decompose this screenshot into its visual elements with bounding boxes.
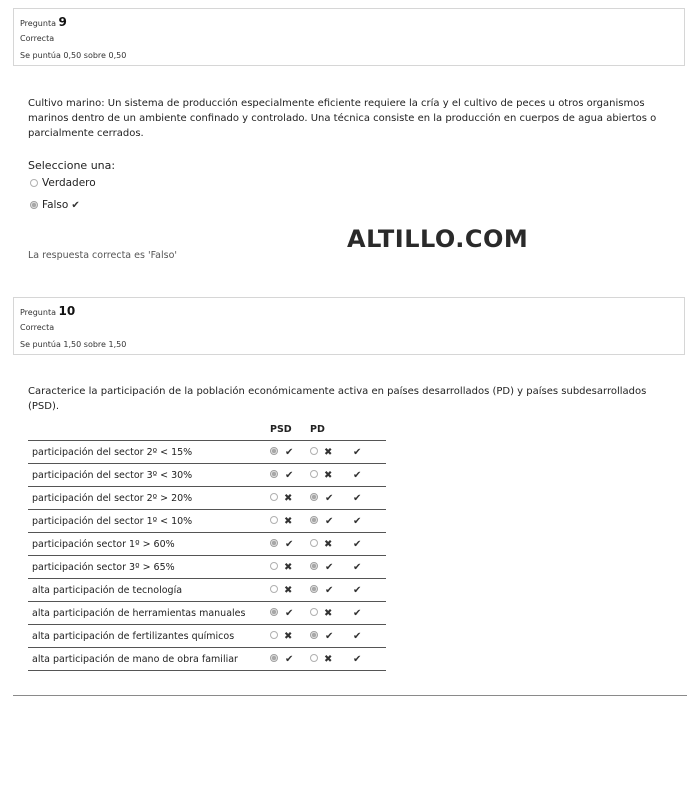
question-label: Pregunta (20, 308, 56, 317)
cell-psd[interactable] (264, 625, 304, 648)
radio-button-checked[interactable] (310, 631, 318, 639)
check-icon: ✔ (353, 492, 362, 504)
watermark: ALTILLO.COM (347, 225, 529, 253)
row-label: participación sector 3º > 65% (28, 556, 264, 579)
radio-button-checked[interactable] (270, 608, 278, 616)
radio-button[interactable] (270, 631, 278, 639)
table-row (28, 556, 386, 579)
cross-icon: ✖ (324, 607, 333, 619)
check-icon: ✔ (325, 515, 334, 527)
radio-button-checked[interactable] (270, 654, 278, 662)
cross-icon: ✖ (284, 584, 293, 596)
cell-pd[interactable] (304, 510, 344, 533)
bottom-divider (13, 695, 687, 696)
cell-psd[interactable] (264, 602, 304, 625)
radio-button-checked[interactable] (310, 493, 318, 501)
cell-pd[interactable] (304, 464, 344, 487)
table-row (28, 464, 386, 487)
question-grade: Se puntúa 0,50 sobre 0,50 (20, 51, 127, 60)
row-label: participación del sector 2º > 20% (28, 487, 264, 510)
cell-psd[interactable] (264, 556, 304, 579)
cross-icon: ✖ (284, 630, 293, 642)
row-feedback (344, 579, 386, 602)
table-row (28, 625, 386, 648)
table-row (28, 533, 386, 556)
check-icon: ✔ (353, 607, 362, 619)
cell-psd[interactable] (264, 487, 304, 510)
row-feedback (344, 533, 386, 556)
radio-button[interactable] (310, 608, 318, 616)
check-icon: ✔ (285, 538, 294, 550)
question-9-text: Cultivo marino: Un sistema de producción especialmente eficiente requiere la cría y el cultivo de peces u otros organismos marinos dentro de un ambiente confinado y controlado. Una técnica consiste en la producción en cuerpos de agua abiertos o parcialmente cerrados. (28, 98, 657, 139)
radio-button-checked[interactable] (30, 201, 38, 209)
row-label: alta participación de herramientas manuales (28, 602, 264, 625)
row-feedback (344, 487, 386, 510)
check-icon: ✔ (285, 653, 294, 665)
cell-psd[interactable] (264, 648, 304, 671)
cell-psd[interactable] (264, 510, 304, 533)
check-icon: ✔ (353, 469, 362, 481)
cell-psd[interactable] (264, 533, 304, 556)
table-row (28, 510, 386, 533)
radio-button-checked[interactable] (310, 585, 318, 593)
cross-icon: ✖ (324, 538, 333, 550)
check-icon: ✔ (285, 469, 294, 481)
cell-pd[interactable] (304, 441, 344, 464)
radio-button-checked[interactable] (310, 562, 318, 570)
check-icon: ✔ (353, 584, 362, 596)
question-state: Correcta (20, 34, 55, 43)
radio-button[interactable] (310, 654, 318, 662)
cell-pd[interactable] (304, 487, 344, 510)
row-label: participación del sector 2º < 15% (28, 441, 264, 464)
question-number (20, 304, 75, 318)
option-label: Falso (42, 199, 69, 211)
check-icon: ✔ (325, 630, 334, 642)
radio-button[interactable] (270, 493, 278, 501)
question-9-info (13, 8, 685, 66)
check-icon: ✔ (353, 630, 362, 642)
cross-icon: ✖ (284, 561, 293, 573)
table-row (28, 441, 386, 464)
cross-icon: ✖ (284, 515, 293, 527)
radio-button-checked[interactable] (270, 470, 278, 478)
check-icon: ✔ (325, 492, 334, 504)
row-feedback (344, 602, 386, 625)
radio-button[interactable] (310, 470, 318, 478)
check-icon: ✔ (353, 653, 362, 665)
row-label: alta participación de tecnología (28, 579, 264, 602)
row-feedback (344, 441, 386, 464)
radio-button[interactable] (310, 539, 318, 547)
cross-icon: ✖ (284, 492, 293, 504)
check-icon: ✔ (285, 607, 294, 619)
cell-pd[interactable] (304, 625, 344, 648)
question-state: Correcta (20, 323, 55, 332)
cell-pd[interactable] (304, 648, 344, 671)
table-row (28, 648, 386, 671)
option-label: Verdadero (42, 177, 96, 189)
row-label: participación del sector 1º < 10% (28, 510, 264, 533)
row-feedback (344, 464, 386, 487)
cell-pd[interactable] (304, 579, 344, 602)
radio-button-checked[interactable] (270, 447, 278, 455)
header-feedback (344, 423, 386, 441)
check-icon: ✔ (285, 446, 294, 458)
matching-table (28, 423, 386, 671)
question-number-value: 9 (58, 15, 67, 29)
question-10-text: Caracterice la participación de la población económicamente activa en países desarrollados (PD) y países subdesarrollados (PSD). (28, 386, 647, 412)
table-row (28, 579, 386, 602)
cell-pd[interactable] (304, 533, 344, 556)
option-falso[interactable] (30, 199, 80, 211)
radio-button[interactable] (270, 562, 278, 570)
row-feedback (344, 625, 386, 648)
row-label: participación del sector 3º < 30% (28, 464, 264, 487)
question-grade: Se puntúa 1,50 sobre 1,50 (20, 340, 127, 349)
cross-icon: ✖ (324, 469, 333, 481)
table-header-row (28, 423, 386, 441)
cross-icon: ✖ (324, 446, 333, 458)
row-feedback (344, 556, 386, 579)
question-10-info (13, 297, 685, 355)
cell-pd[interactable] (304, 556, 344, 579)
question-number (20, 15, 67, 29)
cross-icon: ✖ (324, 653, 333, 665)
check-icon: ✔ (353, 515, 362, 527)
table-row (28, 487, 386, 510)
radio-button[interactable] (270, 516, 278, 524)
radio-button[interactable] (30, 179, 38, 187)
cell-psd[interactable] (264, 579, 304, 602)
radio-button-checked[interactable] (310, 516, 318, 524)
check-icon: ✔ (325, 561, 334, 573)
cell-pd[interactable] (304, 602, 344, 625)
question-label: Pregunta (20, 19, 56, 28)
table-row (28, 602, 386, 625)
check-icon: ✔ (353, 446, 362, 458)
check-icon: ✔ (71, 199, 80, 211)
right-answer: La respuesta correcta es 'Falso' (28, 250, 177, 261)
header-empty (28, 423, 264, 441)
question-number-value: 10 (58, 304, 76, 318)
row-feedback (344, 510, 386, 533)
cell-psd[interactable] (264, 464, 304, 487)
radio-button[interactable] (310, 447, 318, 455)
row-label: participación sector 1º > 60% (28, 533, 264, 556)
check-icon: ✔ (353, 561, 362, 573)
row-label: alta participación de fertilizantes químicos (28, 625, 264, 648)
cell-psd[interactable] (264, 441, 304, 464)
row-label: alta participación de mano de obra familiar (28, 648, 264, 671)
check-icon: ✔ (325, 584, 334, 596)
column-pd: PD (310, 423, 325, 435)
row-feedback (344, 648, 386, 671)
radio-button-checked[interactable] (270, 539, 278, 547)
select-one-prompt: Seleccione una: (28, 159, 116, 172)
check-icon: ✔ (353, 538, 362, 550)
option-verdadero[interactable] (30, 177, 96, 189)
column-psd: PSD (270, 423, 292, 435)
radio-button[interactable] (270, 585, 278, 593)
